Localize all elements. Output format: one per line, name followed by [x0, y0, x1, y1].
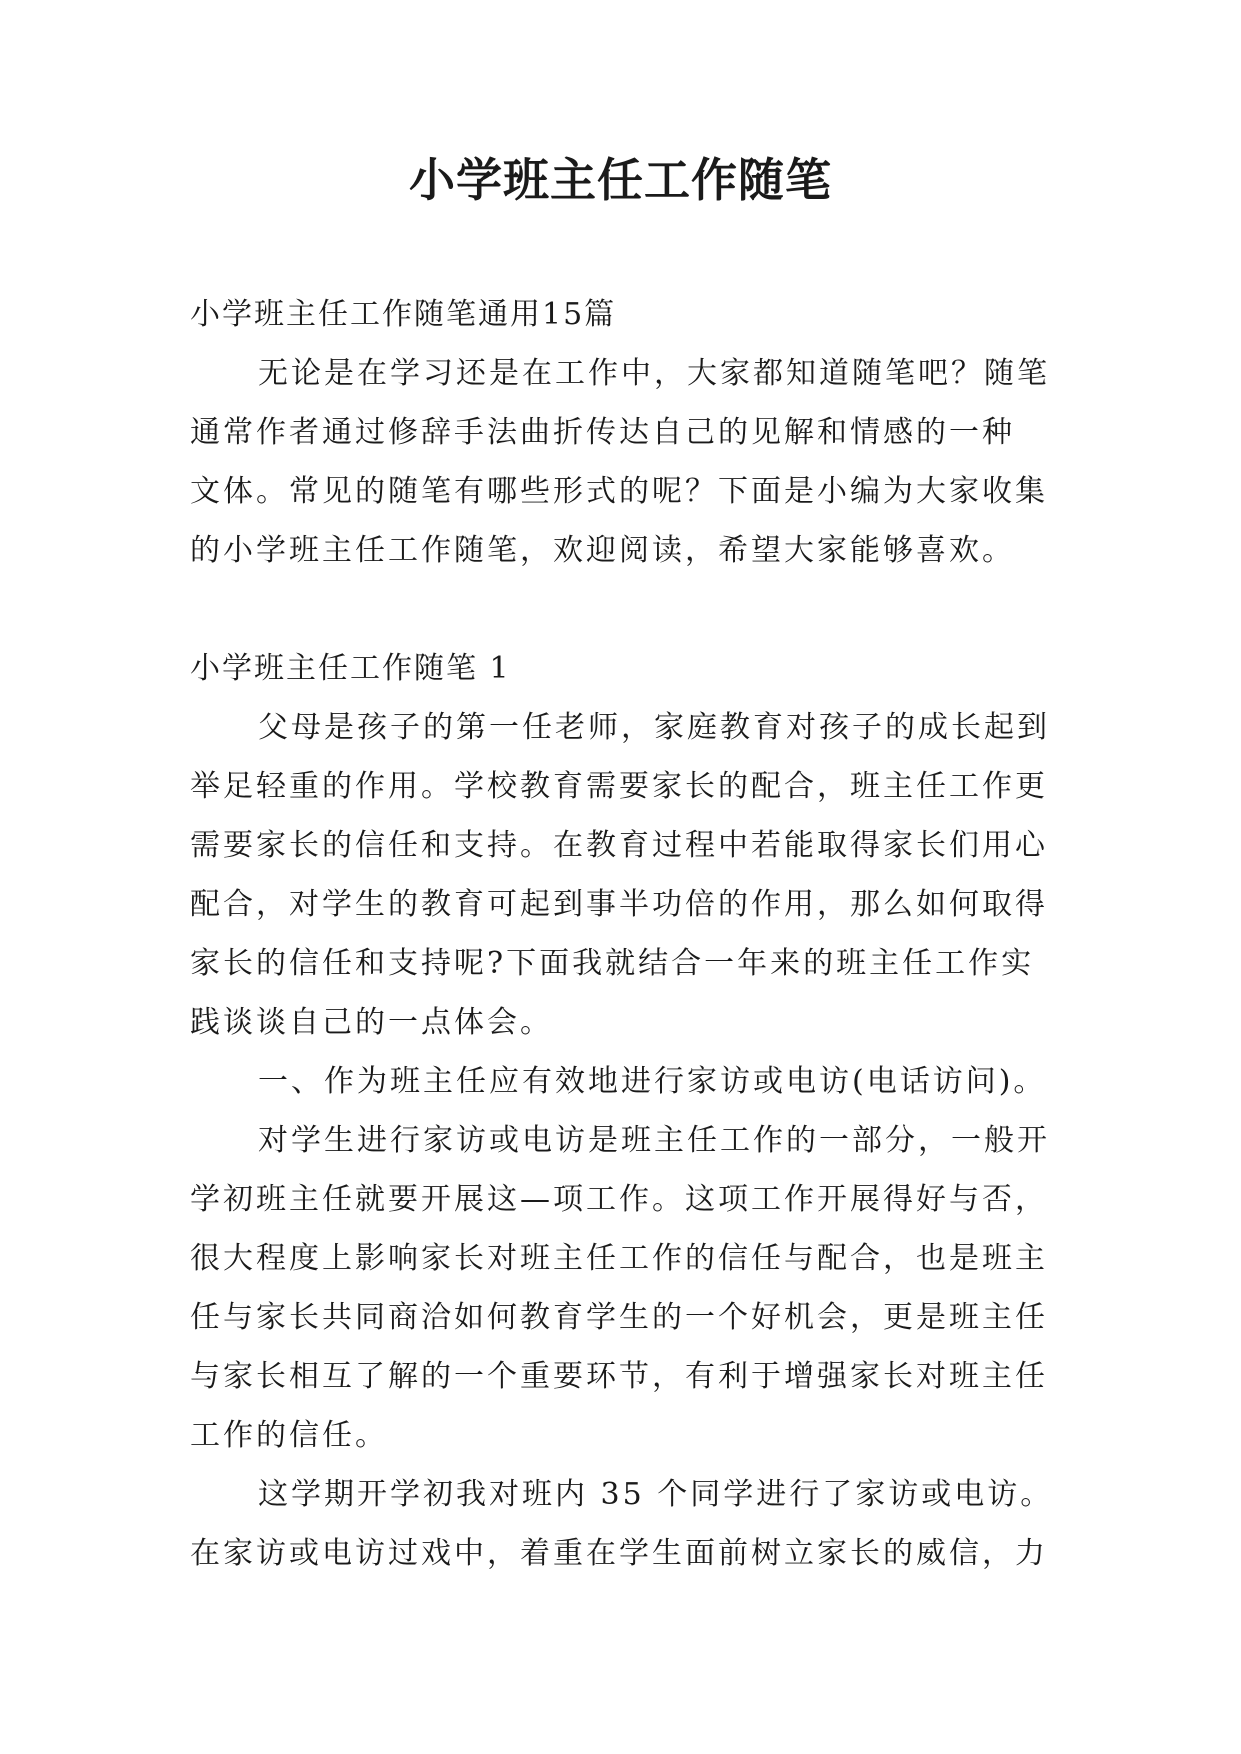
paragraph-line: 举足轻重的作用。学校教育需要家长的配合，班主任工作更 [190, 769, 1048, 804]
point-heading-1: 一、作为班主任应有效地进行家访或电访(电话访问)。 [258, 1064, 1047, 1099]
paragraph-line: 学初班主任就要开展这—项工作。这项工作开展得好与否， [190, 1182, 1048, 1217]
document-body [190, 285, 1060, 1583]
paragraph-line: 很大程度上影响家长对班主任工作的信任与配合，也是班主 [190, 1241, 1048, 1276]
paragraph-line: 无论是在学习还是在工作中，大家都知道随笔吧？随笔 [258, 356, 1050, 391]
paragraph-spacer [190, 580, 1060, 639]
document-subtitle: 小学班主任工作随笔通用15篇 [190, 297, 617, 332]
paragraph-line: 需要家长的信任和支持。在教育过程中若能取得家长们用心 [190, 828, 1048, 863]
section-heading: 小学班主任工作随笔 1 [190, 651, 511, 686]
paragraph-1 [190, 698, 1060, 1052]
paragraph-2 [190, 1111, 1060, 1465]
paragraph-line: 家长的信任和支持呢?下面我就结合一年来的班主任工作实 [190, 946, 1035, 981]
paragraph-line: 践谈谈自己的一点体会。 [190, 1005, 553, 1040]
intro-paragraph [190, 344, 1060, 580]
paragraph-line: 通常作者通过修辞手法曲折传达自己的见解和情感的一种 [190, 415, 1015, 450]
paragraph-line: 的小学班主任工作随笔，欢迎阅读，希望大家能够喜欢。 [190, 533, 1015, 568]
document-title: 小学班主任工作随笔 [409, 153, 832, 207]
paragraph-line: 工作的信任。 [190, 1418, 388, 1453]
paragraph-line: 这学期开学初我对班内 35 个同学进行了家访或电访。 [258, 1477, 1054, 1512]
paragraph-line: 任与家长共同商洽如何教育学生的一个好机会，更是班主任 [190, 1300, 1048, 1335]
paragraph-line: 文体。常见的随笔有哪些形式的呢？下面是小编为大家收集 [190, 474, 1048, 509]
paragraph-line: 在家访或电访过戏中，着重在学生面前树立家长的威信，力 [190, 1536, 1048, 1571]
paragraph-line: 与家长相互了解的一个重要环节，有利于增强家长对班主任 [190, 1359, 1048, 1394]
paragraph-line: 配合，对学生的教育可起到事半功倍的作用，那么如何取得 [190, 887, 1048, 922]
paragraph-3 [190, 1465, 1060, 1583]
paragraph-line: 对学生进行家访或电访是班主任工作的一部分，一般开 [258, 1123, 1050, 1158]
paragraph-line: 父母是孩子的第一任老师，家庭教育对孩子的成长起到 [258, 710, 1050, 745]
